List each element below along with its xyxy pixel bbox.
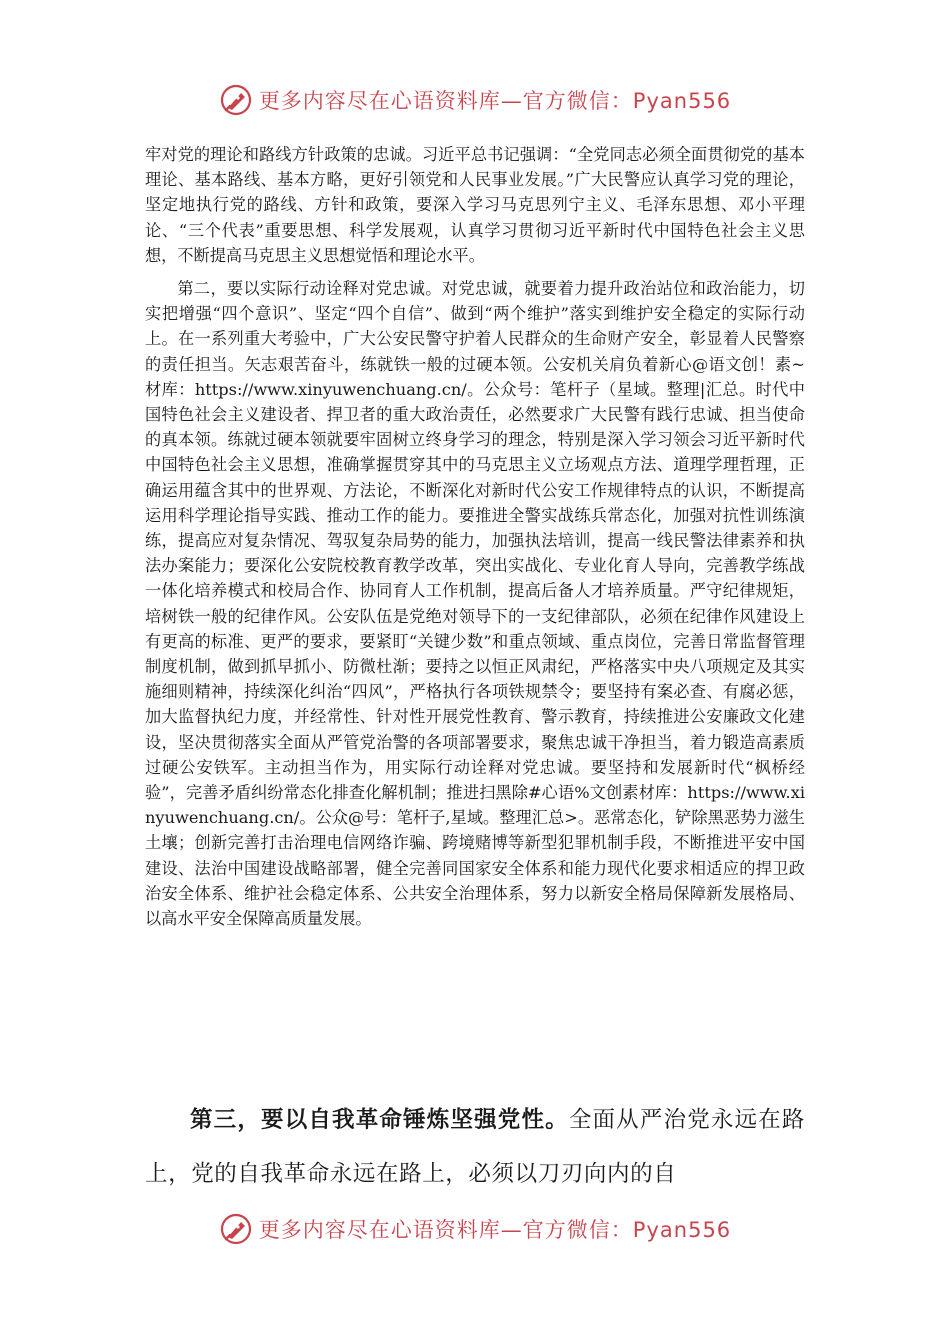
section-three-text: 全面从严治党永远在路上，党的自我革命永远在路上，必须以刀刃向内的自	[145, 1107, 805, 1187]
pen-nib-logo-icon	[219, 83, 253, 117]
footer-banner-text: 更多内容尽在心语资料库—官方微信：Pyan556	[258, 1218, 732, 1242]
paragraph-1: 牢对党的理论和路线方针政策的忠诚。习近平总书记强调：“全党同志必须全面贯彻党的基本理论、基本路线、基本方略，更好引领党和人民事业发展。”广大民警应认真学习党的理论，坚定地执行党的路线、方针和政策，要深入学习马克思列宁主义、毛泽东思想、邓小平理论、“三个代表”重要思想、科学发展观，认真学习贯彻习近平新时代中国特色社会主义思想，不断提高马克思主义思想觉悟和理论水平。	[145, 145, 805, 265]
header-banner-text: 更多内容尽在心语资料库—官方微信：Pyan556	[258, 89, 732, 113]
section-three-paragraph	[145, 1093, 805, 1201]
section-three-heading: 第三，要以自我革命锤炼坚强党性。	[190, 1107, 569, 1133]
header-banner	[0, 82, 950, 118]
paragraph-2: 第二，要以实际行动诠释对党忠诚。对党忠诚，就要着力提升政治站位和政治能力，切实把增强“四个意识”、坚定“四个自信”、做到“两个维护”落实到维护安全稳定的实际行动上。在一系列重大考验中，广大公安民警守护着人民群众的生命财产安全，彰显着人民警察的责任担当。矢志艰苦奋斗，练就铁一般的过硬本领。公安机关肩负着新心@语文创！素~材库：https://www.xinyuwenchuang.cn/。公众号：笔杆子（星域。整理|汇总。时代中国特色社会主义建设者、捍卫者的重大政治责任，必然要求广大民警有践行忠诚、担当使命的真本领。练就过硬本领就要牢固树立终身学习的理念，特别是深入学习领会习近平新时代中国特色社会主义思想，准确掌握贯穿其中的马克思主义立场观点方法、道理学理哲理，正确运用蕴含其中的世界观、方法论，不断深化对新时代公安工作规律特点的认识，不断提高运用科学理论指导实践、推动工作的能力。要推进全警实战练兵常态化，加强对抗性训练演练，提高应对复杂情况、驾驭复杂局势的能力，加强执法培训，提高一线民警法律素养和执法办案能力；要深化公安院校教育教学改革，突出实战化、专业化育人导向，完善教学练战一体化培养模式和校局合作、协同育人工作机制，提高后备人才培养质量。严守纪律规矩，培树铁一般的纪律作风。公安队伍是党绝对领导下的一支纪律部队，必须在纪律作风建设上有更高的标准、更严的要求，要紧盯“关键少数”和重点领域、重点岗位，完善日常监督管理制度机制，做到抓早抓小、防微杜渐；要持之以恒正风肃纪，严格落实中央八项规定及其实施细则精神，持续深化纠治“四风”，严格执行各项铁规禁令；要坚持有案必查、有腐必惩，加大监督执纪力度，并经常性、针对性开展党性教育、警示教育，持续推进公安廉政文化建设，坚决贯彻落实全面从严管党治警的各项部署要求，聚焦忠诚干净担当，着力锻造高素质过硬公安铁军。主动担当作为，用实际行动诠释对党忠诚。要坚持和发展新时代“枫桥经验”，完善矛盾纠纷常态化排查化解机制；推进扫黑除#心语%文创素材库：https://www.xinyuwenchuang.cn/。公众@号：笔杆子,星域。整理汇总>。恶常态化，铲除黑恶势力滋生土壤；创新完善打击治理电信网络诈骗、跨境赌博等新型犯罪机制手段，不断推进平安中国建设、法治中国建设战略部署，健全完善同国家安全体系和能力现代化要求相适应的捍卫政治安全体系、维护社会稳定体系、公共安全治理体系，努力以新安全格局保障新发展格局、以高水平安全保障高质量发展。	[145, 279, 805, 929]
footer-banner	[0, 1211, 950, 1247]
document-body	[145, 142, 805, 931]
pen-nib-logo-icon	[219, 1212, 253, 1246]
